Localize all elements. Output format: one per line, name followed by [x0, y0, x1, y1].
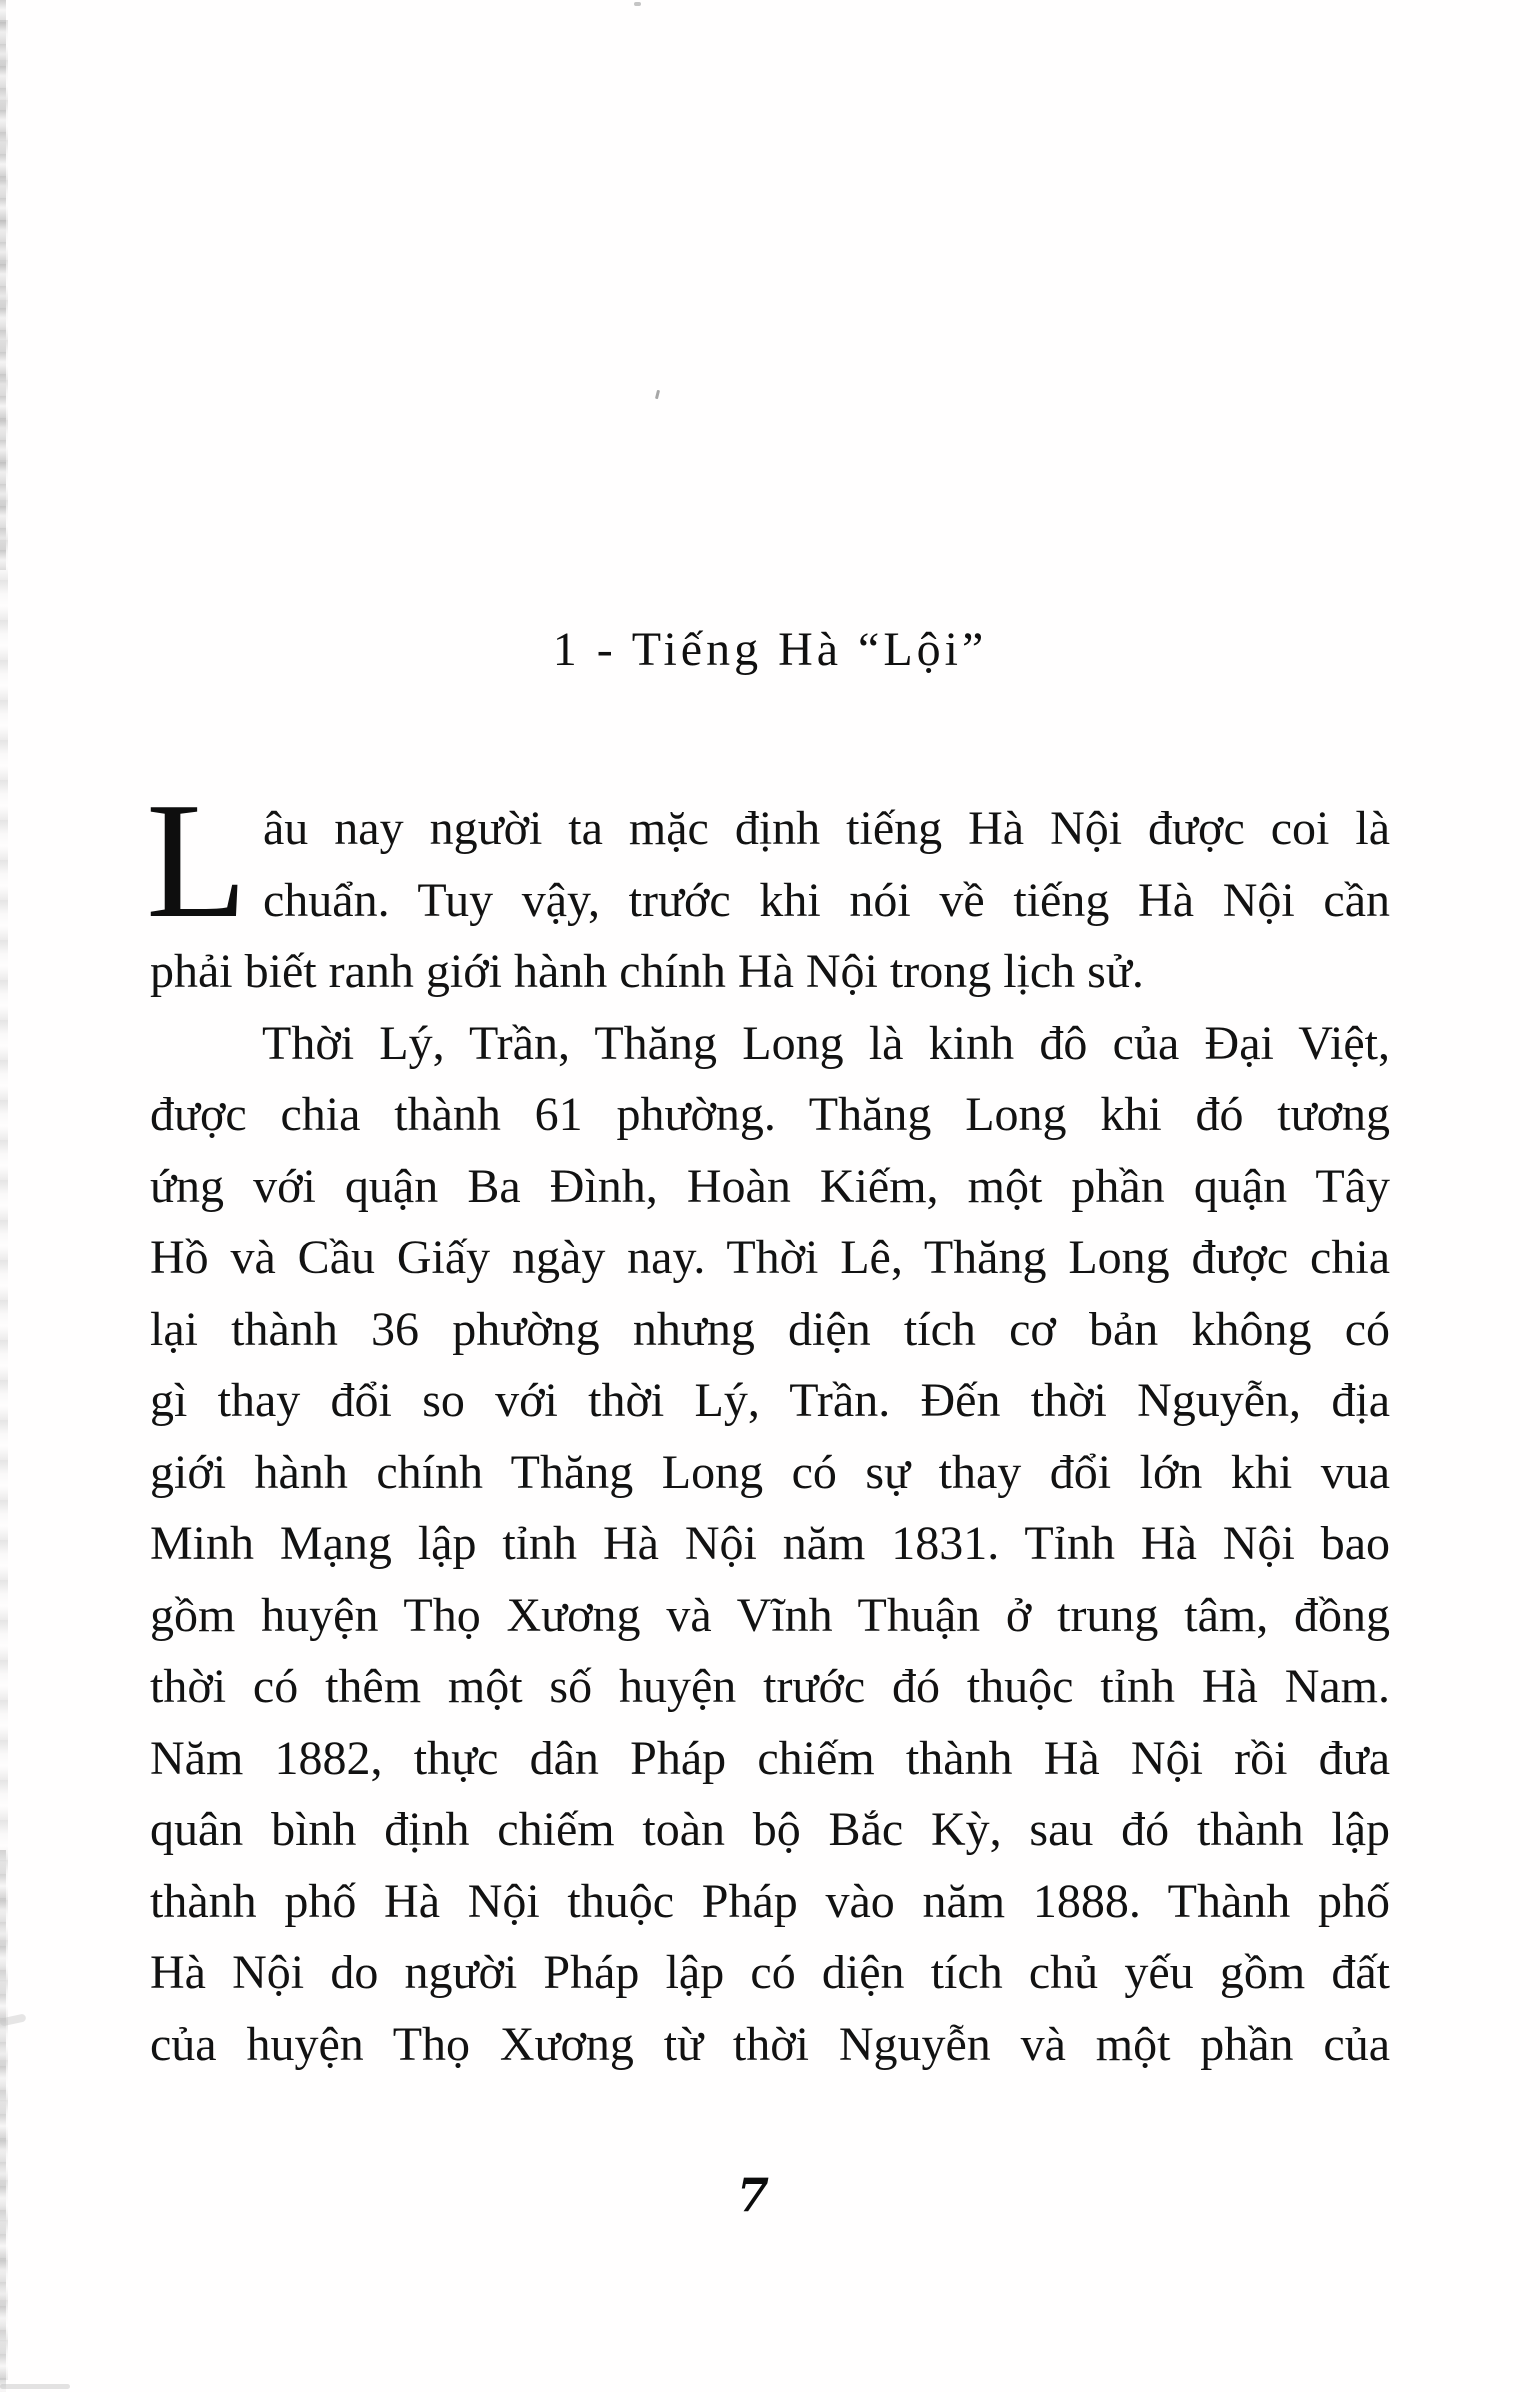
body-line: lại thành 36 phường nhưng diện tích cơ bản không có — [150, 1302, 1390, 1356]
body-line: âu nay người ta mặc định tiếng Hà Nội được coi là — [263, 802, 1390, 855]
body-line: quân bình định chiếm toàn bộ Bắc Kỳ, sau đó thành lập — [150, 1803, 1390, 1856]
scan-edge-artifact-top — [0, 0, 6, 570]
chapter-title: 1 - Tiếng Hà “Lội” — [552, 623, 988, 676]
body-line: gì thay đổi so với thời Lý, Trần. Đến thời Nguyễn, địa — [150, 1374, 1390, 1427]
body-line: thành phố Hà Nội thuộc Pháp vào năm 1888. Thành phố — [150, 1874, 1390, 1928]
scan-edge-artifact-bottom — [0, 1850, 6, 2392]
body-line: phải biết ranh giới hành chính Hà Nội trong lịch sử. — [150, 945, 1144, 998]
body-line: Thời Lý, Trần, Thăng Long là kinh đô của Đại Việt, — [262, 1016, 1390, 1070]
body-text — [146, 768, 1390, 2080]
body-line: chuẩn. Tuy vậy, trước khi nói về tiếng Hà Nội cần — [263, 873, 1390, 927]
body-line: gồm huyện Thọ Xương và Vĩnh Thuận ở trung tâm, đồng — [150, 1588, 1390, 1642]
body-line: Minh Mạng lập tỉnh Hà Nội năm 1831. Tỉnh Hà Nội bao — [150, 1517, 1390, 1570]
body-line: giới hành chính Thăng Long có sự thay đổi lớn khi vua — [150, 1445, 1390, 1499]
scan-smudge — [0, 2384, 70, 2389]
drop-cap: L — [146, 768, 248, 952]
scan-speck — [634, 2, 641, 6]
scan-speck — [655, 390, 660, 399]
paragraph-2 — [150, 1008, 1390, 2081]
body-line: Hồ và Cầu Giấy ngày nay. Thời Lê, Thăng Long được chia — [150, 1231, 1390, 1284]
paragraph-1 — [150, 793, 1390, 1008]
page-number: 7 — [736, 2168, 769, 2222]
body-line: Năm 1882, thực dân Pháp chiếm thành Hà Nội rồi đưa — [150, 1731, 1390, 1785]
body-line: của huyện Thọ Xương từ thời Nguyễn và một phần của — [150, 2017, 1390, 2071]
body-line: được chia thành 61 phường. Thăng Long khi đó tương — [150, 1088, 1390, 1141]
body-line: ứng với quận Ba Đình, Hoàn Kiếm, một phần quận Tây — [150, 1159, 1390, 1213]
body-line: thời có thêm một số huyện trước đó thuộc tỉnh Hà Nam. — [150, 1660, 1390, 1713]
body-line: Hà Nội do người Pháp lập có diện tích chủ yếu gồm đất — [150, 1946, 1390, 1999]
